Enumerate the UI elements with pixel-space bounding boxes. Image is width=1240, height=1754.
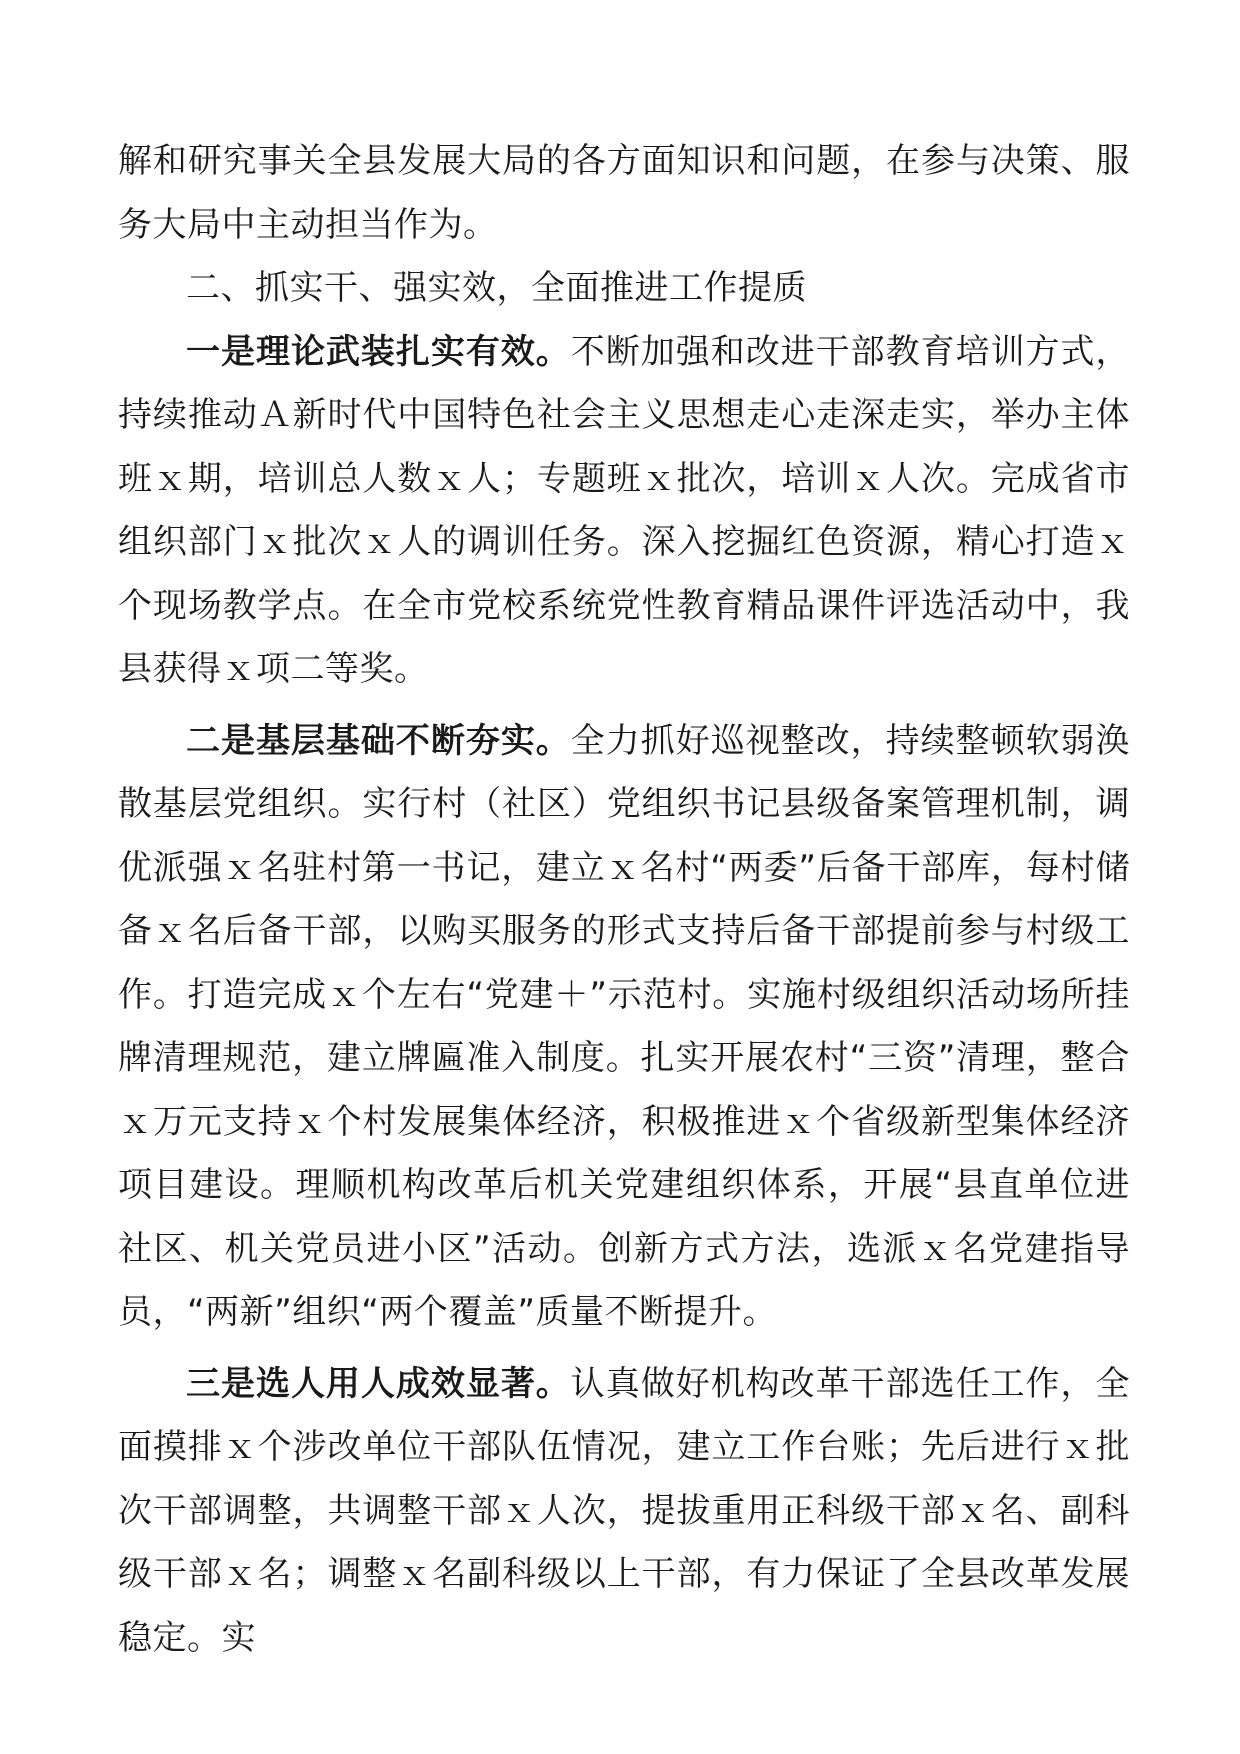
paragraph-continued: 解和研究事关全县发展大局的各方面知识和问题，在参与决策、服务大局中主动担当作为。 — [118, 141, 1130, 245]
item-1-lead: 一是理论武装扎实有效。 — [186, 331, 571, 372]
paragraph-item-3 — [118, 1353, 1130, 1671]
item-1-text: 不断加强和改进干部教育培训方式，持续推动Ａ新时代中国特色社会主义思想走心走深走实，举办主体班ｘ期，培训总人数ｘ人；专题班ｘ批次，培训ｘ人次。完成省市组织部门ｘ批次ｘ人的调训任务。深入挖掘红色资源，精心打造ｘ个现场教学点。在全市党校系统党性教育精品课件评选活动中，我县获得ｘ项二等奖。 — [118, 331, 1131, 689]
section-heading: 二、抓实干、强实效，全面推进工作提质 — [186, 268, 807, 308]
paragraph-item-2 — [118, 710, 1130, 1345]
item-2-lead: 二是基层基础不断夯实。 — [186, 720, 571, 761]
item-2-text: 全力抓好巡视整改，持续整顿软弱涣散基层党组织。实行村（社区）党组织书记县级备案管理机制，调优派强ｘ名驻村第一书记，建立ｘ名村“两委”后备干部库，每村储备ｘ名后备干部，以购买服务的形式支持后备干部提前参与村级工作。打造完成ｘ个左右“党建＋”示范村。实施村级组织活动场所挂牌清理规范，建立牌匾准入制度。扎实开展农村“三资”清理，整合ｘ万元支持ｘ个村发展集体经济，积极推进ｘ个省级新型集体经济项目建设。理顺机构改革后机关党建组织体系，开展“县直单位进社区、机关党员进小区”活动。创新方式方法，选派ｘ名党建指导员，“两新”组织“两个覆盖”质量不断提升。 — [118, 720, 1131, 1332]
item-3-text: 认真做好机构改革干部选任工作，全面摸排ｘ个涉改单位干部队伍情况，建立工作台账；先后进行ｘ批次干部调整，共调整干部ｘ人次，提拔重用正科级干部ｘ名、副科级干部ｘ名；调整ｘ名副科级以上干部，有力保证了全县改革发展稳定。实 — [118, 1363, 1131, 1658]
document-body — [118, 130, 1130, 1670]
paragraph-item-1 — [118, 321, 1130, 702]
item-3-lead: 三是选人用人成效显著。 — [186, 1363, 571, 1404]
